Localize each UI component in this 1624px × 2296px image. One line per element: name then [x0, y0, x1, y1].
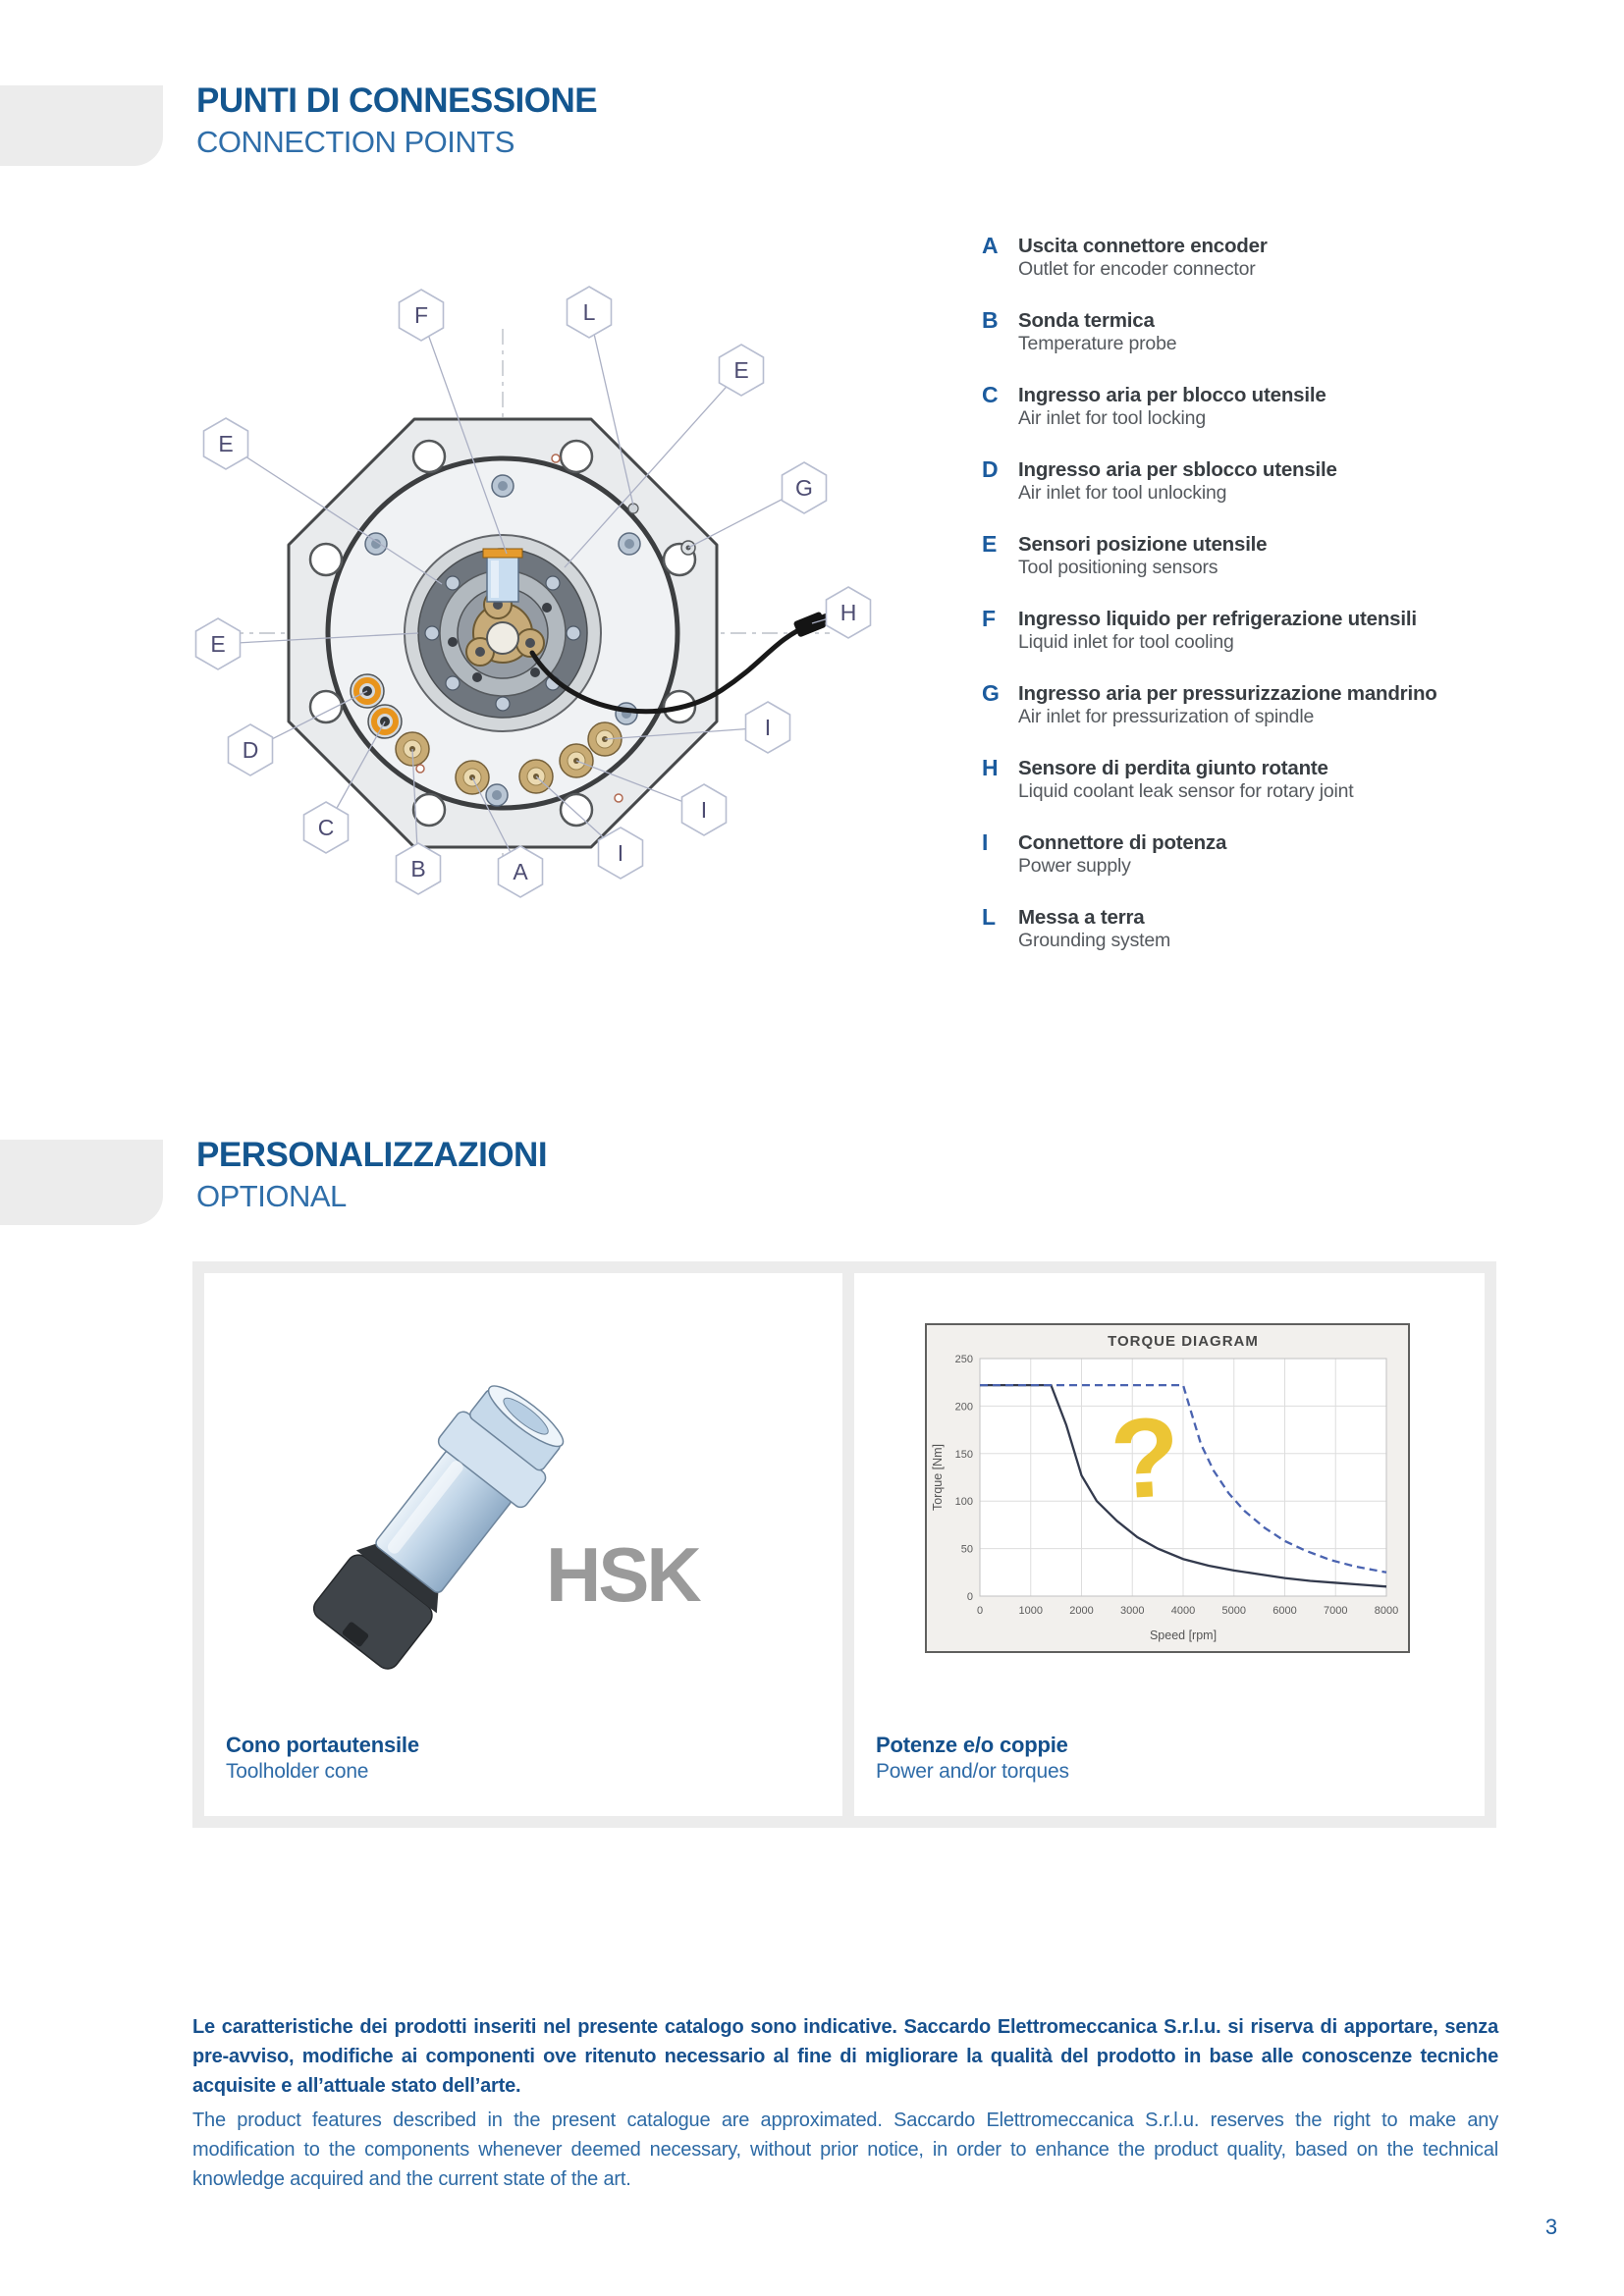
connection-title-english: CONNECTION POINTS	[196, 125, 514, 159]
x-tick-label: 7000	[1324, 1605, 1348, 1617]
legend-text-italian: Sonda termica	[1018, 309, 1155, 332]
legend-text-italian: Sensore di perdita giunto rotante	[1018, 757, 1328, 779]
x-tick-label: 4000	[1170, 1605, 1196, 1617]
legend-text-english: Outlet for encoder connector	[1018, 258, 1256, 280]
legend-letter: I	[982, 829, 989, 855]
diagram-badge-letter: I	[617, 840, 624, 866]
diagram-badge-letter: G	[795, 475, 813, 501]
legend-item-e	[982, 532, 1473, 579]
legend-item-d	[982, 457, 1473, 505]
legend-text-english: Power supply	[1018, 855, 1131, 877]
section-corner-tab	[0, 85, 163, 166]
legend-item-i	[982, 830, 1473, 878]
x-tick-label: 0	[976, 1605, 984, 1617]
legend-letter: H	[982, 755, 999, 780]
legend-text-italian: Uscita connettore encoder	[1018, 235, 1268, 257]
diagram-badge-letter: E	[218, 431, 234, 456]
diagram-badge-letter: E	[733, 357, 749, 383]
caption-english: Toolholder cone	[226, 1760, 369, 1783]
legend-text-english: Liquid inlet for tool cooling	[1018, 631, 1234, 653]
y-axis-label: Torque [Nm]	[931, 1443, 945, 1512]
legend-letter: A	[982, 233, 999, 258]
legend-text-italian: Ingresso aria per blocco utensile	[1018, 384, 1326, 406]
connection-section-header	[196, 80, 597, 161]
x-axis-label: Speed [rpm]	[1149, 1629, 1218, 1642]
legend-letter: B	[982, 307, 999, 333]
connection-legend	[982, 234, 1473, 980]
torque-card	[854, 1273, 1485, 1816]
legend-item-g	[982, 681, 1473, 728]
optional-cards-container	[192, 1261, 1496, 1828]
legend-item-l	[982, 905, 1473, 952]
legend-text-english: Tool positioning sensors	[1018, 557, 1218, 578]
y-tick-label: 250	[954, 1354, 973, 1365]
legend-letter: L	[982, 904, 997, 930]
diagram-badge-letter: I	[764, 715, 772, 740]
legend-item-b	[982, 308, 1473, 355]
legend-text-italian: Ingresso liquido per refrigerazione utensili	[1018, 608, 1417, 630]
diagram-badge-letter: E	[210, 631, 226, 657]
y-tick-label: 150	[954, 1448, 973, 1461]
diagram-badge-letter: B	[410, 856, 426, 881]
question-mark-annotation: ?	[1108, 1394, 1183, 1523]
torque-caption	[876, 1733, 1069, 1784]
y-tick-label: 200	[954, 1401, 973, 1414]
optional-section-header	[196, 1135, 547, 1215]
optional-title-english: OPTIONAL	[196, 1179, 347, 1213]
x-tick-label: 3000	[1120, 1605, 1145, 1617]
caption-italian: Cono portautensile	[226, 1733, 419, 1757]
legend-text-english: Air inlet for pressurization of spindle	[1018, 706, 1315, 727]
optional-title-italian: PERSONALIZZAZIONI	[196, 1136, 548, 1174]
chart-title: TORQUE DIAGRAM	[1108, 1333, 1259, 1350]
x-tick-label: 2000	[1069, 1605, 1094, 1617]
y-tick-label: 0	[966, 1591, 973, 1603]
toolholder-caption	[226, 1733, 419, 1784]
legend-item-h	[982, 756, 1473, 803]
x-tick-label: 1000	[1018, 1605, 1043, 1617]
diagram-badge-letter: L	[582, 299, 596, 325]
y-tick-label: 50	[960, 1543, 973, 1556]
diagram-badge-letter: D	[242, 737, 259, 763]
legend-letter: E	[982, 531, 998, 557]
x-tick-label: 6000	[1272, 1605, 1297, 1617]
caption-english: Power and/or torques	[876, 1760, 1069, 1783]
connection-title-italian: PUNTI DI CONNESSIONE	[196, 81, 598, 120]
x-tick-label: 8000	[1374, 1605, 1399, 1617]
legend-text-english: Air inlet for tool locking	[1018, 407, 1206, 429]
diagram-badge-letter: H	[839, 600, 857, 625]
section-corner-tab	[0, 1140, 163, 1225]
disclaimer-english: The product features described in the present catalogue are approximated. Saccardo Elettromeccanica S.r.l.u. reserves the right to make any modification to the components whenever deemed necessary, without prior notice, in order to enhance the product quality, based on the technical knowledge acquired and the current state of the art.	[192, 2109, 1498, 2190]
legend-text-italian: Connettore di potenza	[1018, 831, 1227, 854]
legend-text-italian: Ingresso aria per sblocco utensile	[1018, 458, 1337, 481]
torque-diagram-chart	[925, 1323, 1410, 1653]
diagram-badge-letter: A	[513, 859, 528, 884]
legend-text-italian: Messa a terra	[1018, 906, 1145, 929]
legend-text-english: Liquid coolant leak sensor for rotary joint	[1018, 780, 1354, 802]
diagram-badge-letter: C	[317, 815, 335, 840]
legend-text-english: Air inlet for tool unlocking	[1018, 482, 1227, 504]
hsk-label: HSK	[546, 1531, 699, 1618]
toolholder-cone-image	[273, 1327, 626, 1700]
caption-italian: Potenze e/o coppie	[876, 1733, 1068, 1757]
legend-text-italian: Ingresso aria per pressurizzazione mandrino	[1018, 682, 1437, 705]
page-number: 3	[1544, 2215, 1558, 2239]
legend-letter: C	[982, 382, 999, 407]
legend-item-f	[982, 607, 1473, 654]
x-tick-label: 5000	[1221, 1605, 1246, 1617]
legend-item-c	[982, 383, 1473, 430]
legend-letter: G	[982, 680, 1000, 706]
legend-item-a	[982, 234, 1473, 281]
legend-text-english: Temperature probe	[1018, 333, 1177, 354]
legend-letter: F	[982, 606, 997, 631]
legend-letter: D	[982, 456, 999, 482]
diagram-badge-letter: F	[413, 302, 429, 328]
coolant-cylinder	[483, 549, 522, 602]
y-tick-label: 100	[954, 1496, 973, 1509]
spindle-connection-diagram	[128, 177, 933, 933]
legend-text-english: Grounding system	[1018, 930, 1171, 951]
legend-text-italian: Sensori posizione utensile	[1018, 533, 1268, 556]
diagram-badge-letter: I	[700, 797, 708, 823]
disclaimer-italian: Le caratteristiche dei prodotti inseriti nel presente catalogo sono indicative. Saccardo Elettromeccanica S.r.l.u. si riserva di apportare, senza pre-avviso, modifiche ai componenti ove ritenuto necessario al fine di migliorare la qualità del prodotto in base alle conoscenze tecniche acquisite e all’attuale stato dell’arte.	[192, 2016, 1498, 2097]
toolholder-card	[204, 1273, 842, 1816]
